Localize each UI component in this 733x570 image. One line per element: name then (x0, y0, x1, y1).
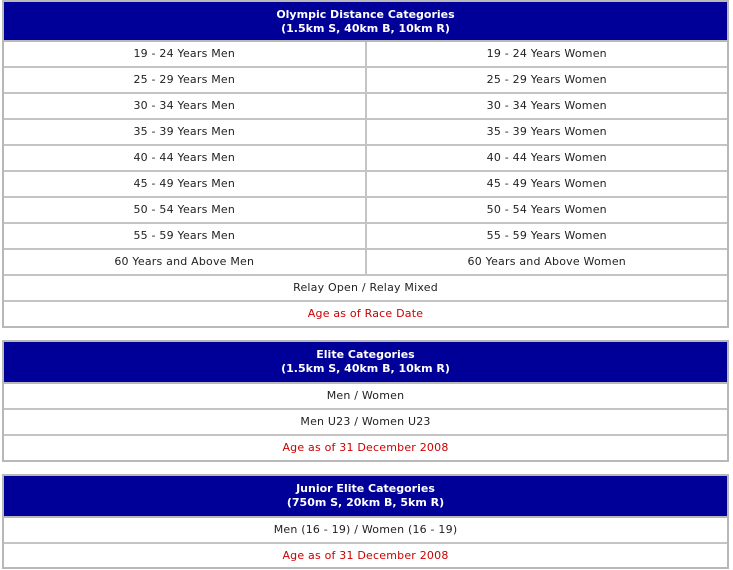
elite-title: Elite Categories (316, 348, 415, 361)
table-row (4, 250, 727, 276)
men-category-cell: 60 Years and Above Men (114, 255, 255, 268)
olympic-title: Olympic Distance Categories (276, 8, 455, 21)
men-category-cell: 35 - 39 Years Men (133, 125, 236, 138)
junior-subtitle: (750m S, 20km B, 5km R) (286, 496, 445, 509)
men-category-cell: 55 - 59 Years Men (133, 229, 236, 242)
table-row (4, 120, 727, 146)
women-category-cell: 19 - 24 Years Women (365, 42, 728, 66)
women-category-cell: 45 - 49 Years Women (365, 172, 728, 196)
junior-category-cell: Men (16 - 19) / Women (16 - 19) (273, 523, 458, 536)
elite-header (4, 342, 727, 384)
men-category-cell: 19 - 24 Years Men (133, 47, 236, 60)
table-row (4, 410, 727, 436)
table-row (4, 384, 727, 410)
table-row (4, 224, 727, 250)
table-row (4, 198, 727, 224)
women-category-cell: 30 - 34 Years Women (365, 94, 728, 118)
women-category-cell: 25 - 29 Years Women (365, 68, 728, 92)
table-row (4, 68, 727, 94)
women-category-cell: 35 - 39 Years Women (365, 120, 728, 144)
age-note: Age as of 31 December 2008 (282, 549, 449, 562)
table-row (4, 276, 727, 302)
elite-subtitle: (1.5km S, 40km B, 10km R) (281, 362, 450, 375)
men-category-cell: 25 - 29 Years Men (133, 73, 236, 86)
women-category-cell: 60 Years and Above Women (365, 250, 728, 274)
table-row (4, 42, 727, 68)
table-row (4, 146, 727, 172)
junior-elite-categories-table (2, 474, 729, 569)
elite-category-cell: Men U23 / Women U23 (300, 415, 431, 428)
elite-category-cell: Men / Women (326, 389, 405, 402)
women-category-cell: 40 - 44 Years Women (365, 146, 728, 170)
women-category-cell: 55 - 59 Years Women (365, 224, 728, 248)
relay-category-cell: Relay Open / Relay Mixed (293, 281, 438, 294)
olympic-categories-table (2, 0, 729, 328)
elite-categories-table (2, 340, 729, 462)
olympic-subtitle: (1.5km S, 40km B, 10km R) (281, 22, 450, 35)
age-note: Age as of 31 December 2008 (282, 441, 449, 454)
table-row (4, 172, 727, 198)
table-row (4, 302, 727, 328)
olympic-header (4, 2, 727, 42)
junior-header (4, 476, 727, 518)
table-row (4, 518, 727, 544)
men-category-cell: 30 - 34 Years Men (133, 99, 236, 112)
age-note: Age as of Race Date (307, 307, 424, 320)
men-category-cell: 50 - 54 Years Men (133, 203, 236, 216)
table-row (4, 544, 727, 570)
junior-title: Junior Elite Categories (296, 482, 435, 495)
table-row (4, 94, 727, 120)
men-category-cell: 45 - 49 Years Men (133, 177, 236, 190)
men-category-cell: 40 - 44 Years Men (133, 151, 236, 164)
table-row (4, 436, 727, 462)
women-category-cell: 50 - 54 Years Women (365, 198, 728, 222)
